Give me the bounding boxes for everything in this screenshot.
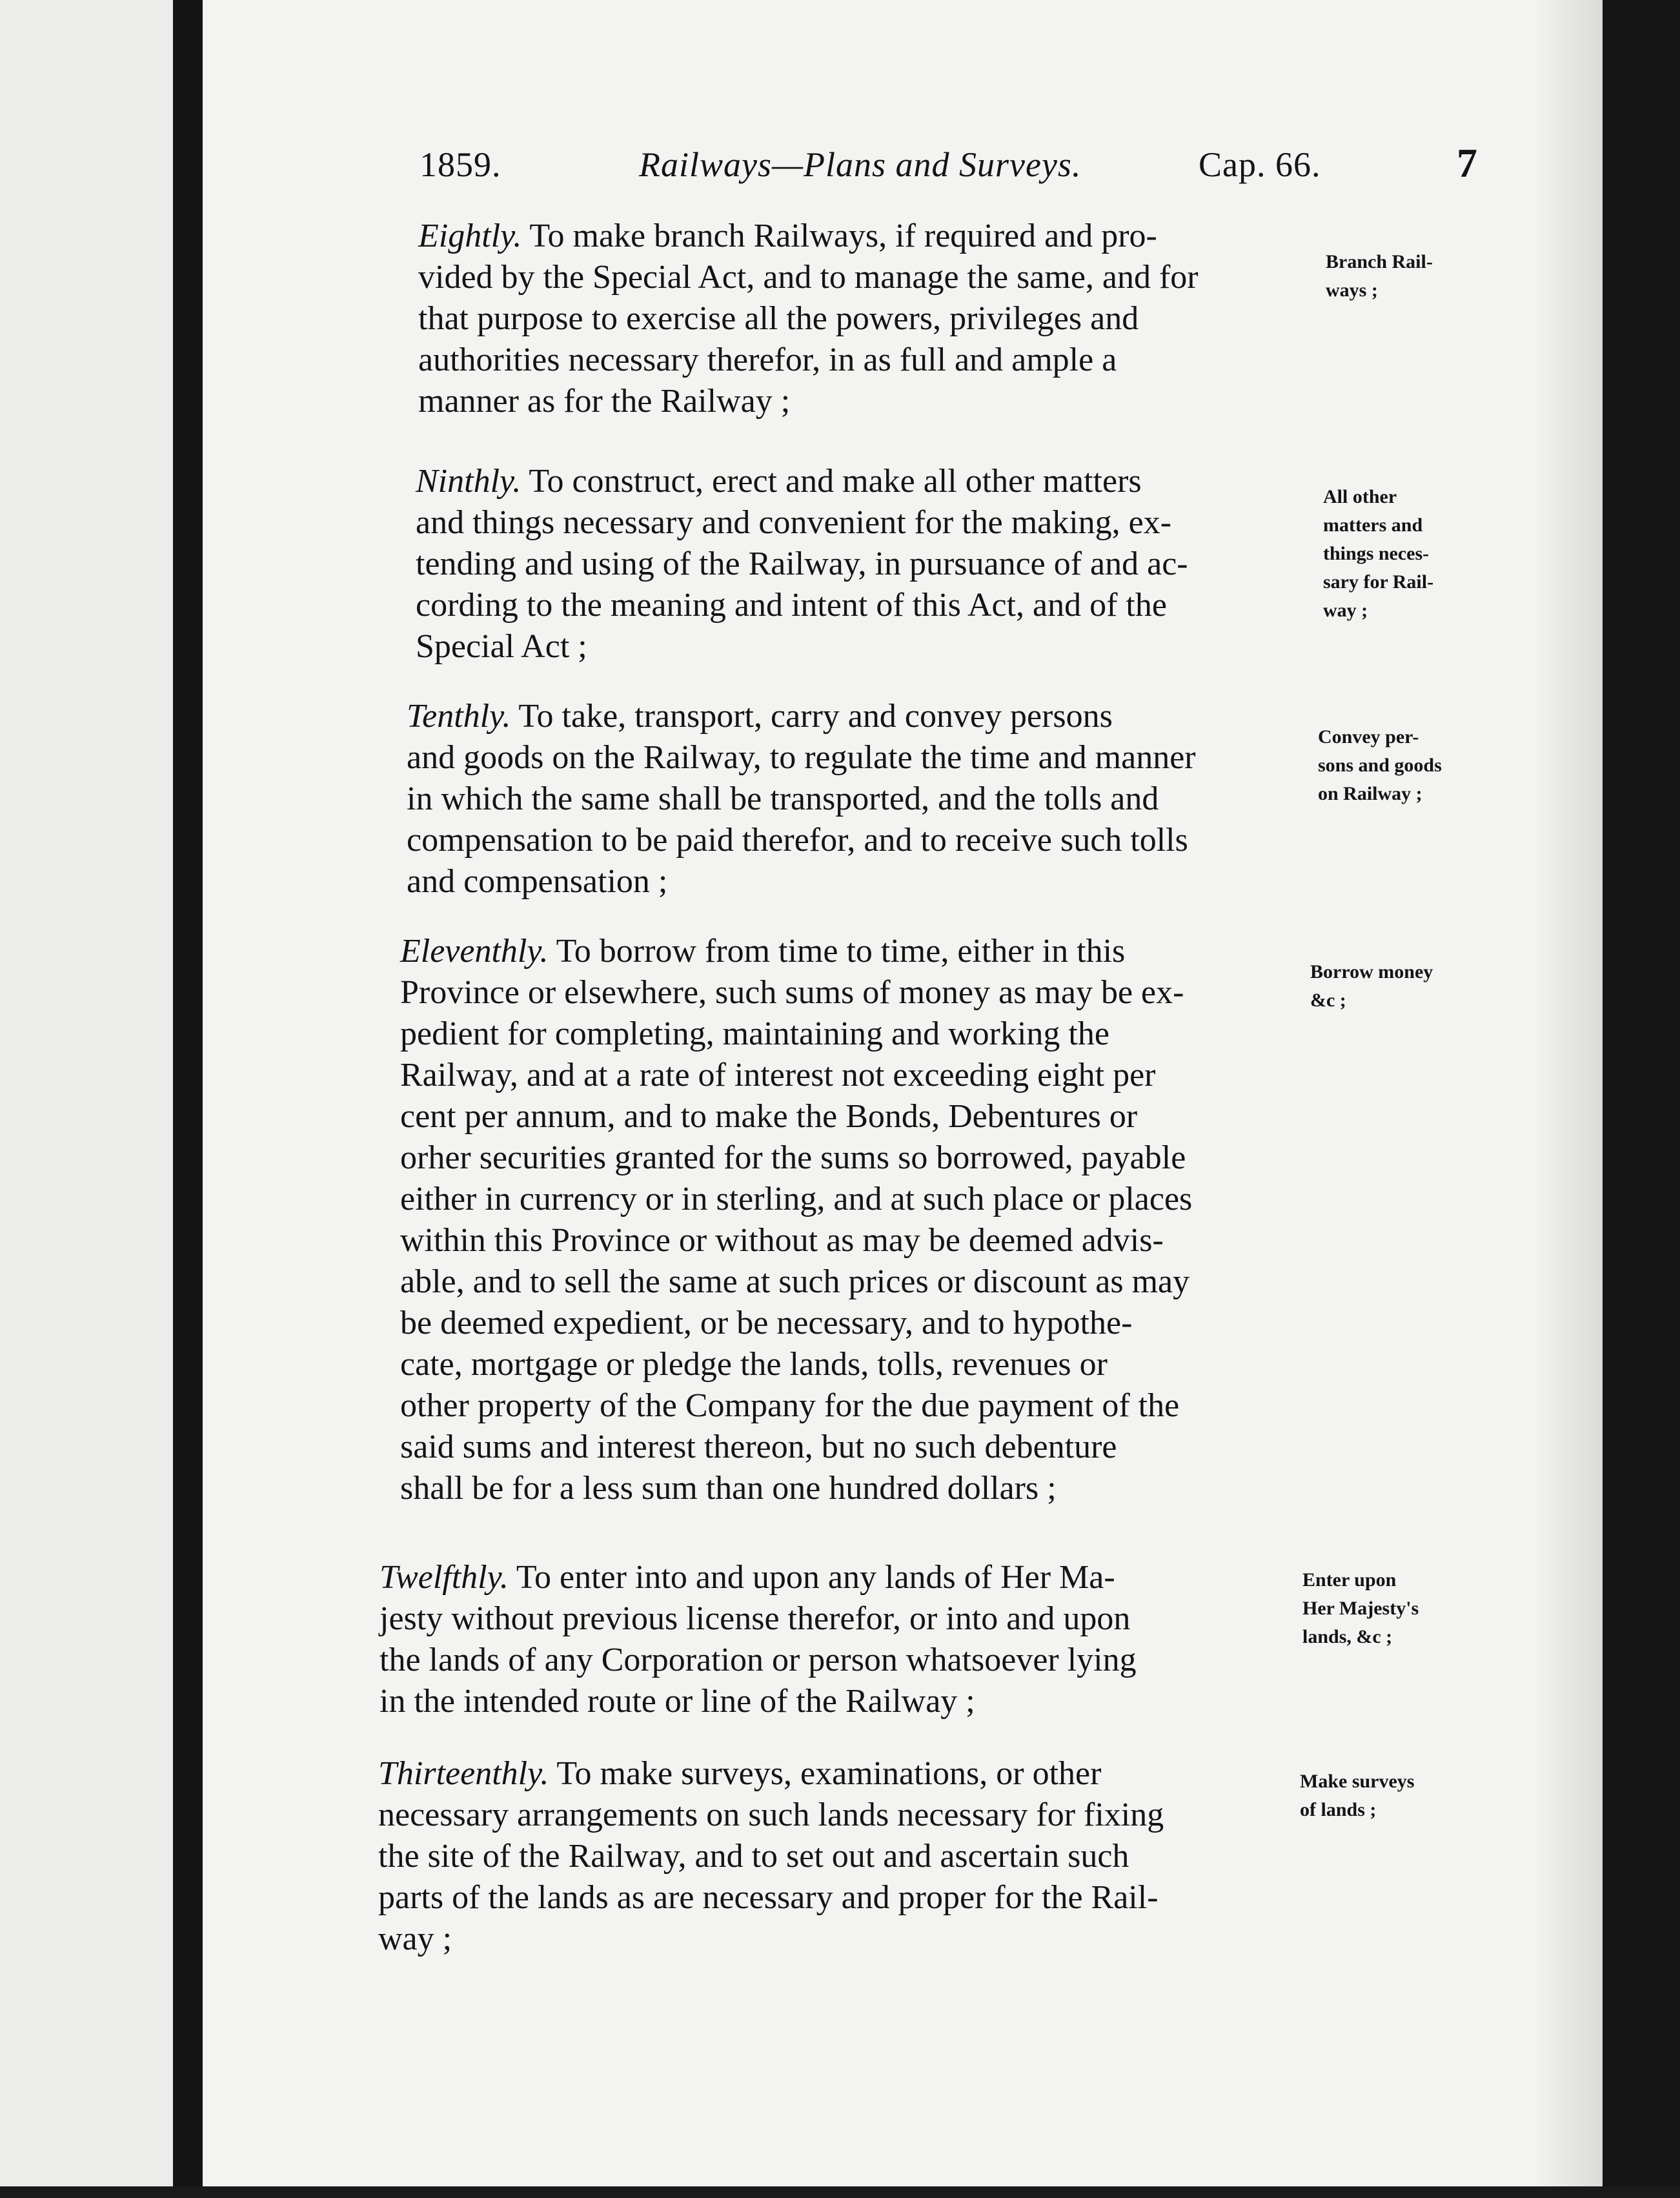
- paragraph-line: said sums and interest thereon, but no such debenture: [400, 1429, 1117, 1465]
- margin-note-line: Convey per-: [1318, 726, 1419, 748]
- paragraph-line: and things necessary and convenient for the making, ex-: [416, 504, 1172, 541]
- margin-note-line: &c ;: [1310, 990, 1346, 1011]
- scan-right-edge: [1603, 0, 1680, 2198]
- margin-note-line: Borrow money: [1310, 961, 1433, 982]
- paragraph-lead: Thirteenthly.: [378, 1755, 549, 1792]
- paragraph-line: that purpose to exercise all the powers, privileges and: [418, 300, 1139, 337]
- paragraph-line: jesty without previous license therefor, or into and upon: [380, 1600, 1131, 1637]
- paragraph-line: Province or elsewhere, such sums of money as may be ex-: [400, 974, 1184, 1011]
- paragraph-line: Special Act ;: [416, 628, 587, 665]
- paragraph-line: either in currency or in sterling, and at such place or places: [400, 1181, 1193, 1217]
- margin-note-other-matters: [1323, 483, 1433, 625]
- margin-note-convey-persons: [1318, 723, 1442, 808]
- margin-note-line: matters and: [1323, 514, 1423, 536]
- paragraph-line: in which the same shall be transported, and the tolls and: [407, 780, 1159, 817]
- margin-note-line: sons and goods: [1318, 755, 1442, 776]
- paragraph-line: manner as for the Railway ;: [418, 383, 791, 420]
- paragraph-line: To borrow from time to time, either in this: [556, 933, 1126, 970]
- margin-note-line: Branch Rail-: [1326, 251, 1433, 272]
- paragraph-line: in the intended route or line of the Railway ;: [380, 1683, 975, 1720]
- header-year: 1859.: [420, 145, 501, 184]
- paragraph-line: pedient for completing, maintaining and working the: [400, 1015, 1109, 1052]
- paragraph-line: orher securities granted for the sums so borrowed, payable: [400, 1139, 1186, 1176]
- paragraph-line: tending and using of the Railway, in pursuance of and ac-: [416, 545, 1188, 582]
- paragraph-lead: Ninthly.: [416, 463, 521, 500]
- paragraph-line: necessary arrangements on such lands necessary for fixing: [378, 1796, 1164, 1833]
- margin-note-line: Enter upon: [1302, 1569, 1397, 1591]
- margin-note-line: All other: [1323, 486, 1397, 507]
- paragraph-line: and compensation ;: [407, 863, 668, 900]
- margin-note-enter-upon-lands: [1302, 1566, 1419, 1651]
- paragraph-line: be deemed expedient, or be necessary, and to hypothe-: [400, 1305, 1133, 1341]
- paragraph-line: other property of the Company for the due payment of the: [400, 1387, 1180, 1424]
- document-page: [203, 0, 1603, 2186]
- paragraph-line: cording to the meaning and intent of this Act, and of the: [416, 587, 1167, 624]
- margin-note-line: Her Majesty's: [1302, 1598, 1419, 1619]
- paragraph-line: To take, transport, carry and convey persons: [518, 698, 1113, 735]
- paragraph-line: within this Province or without as may be deemed advis-: [400, 1222, 1164, 1259]
- paragraph-line: To construct, erect and make all other matters: [529, 463, 1142, 500]
- page-number: 7: [1457, 140, 1478, 186]
- paragraph-line: cent per annum, and to make the Bonds, Debentures or: [400, 1098, 1138, 1135]
- paragraph-line: and goods on the Railway, to regulate the time and manner: [407, 739, 1196, 776]
- paragraph-eightly: [418, 216, 1525, 422]
- margin-note-line: on Railway ;: [1318, 783, 1422, 804]
- paragraph-line: able, and to sell the same at such prices or discount as may: [400, 1263, 1190, 1300]
- scan-binding-edge: [173, 0, 203, 2198]
- paragraph-lead: Twelfthly.: [380, 1559, 509, 1596]
- margin-note-line: of lands ;: [1300, 1799, 1377, 1820]
- paragraph-line: cate, mortgage or pledge the lands, tolls, revenues or: [400, 1346, 1108, 1383]
- margin-note-line: way ;: [1323, 600, 1368, 621]
- margin-note-line: ways ;: [1326, 280, 1378, 301]
- scan-left-margin: [0, 0, 173, 2198]
- margin-note-branch-railways: [1326, 248, 1433, 305]
- paragraph-line: To make surveys, examinations, or other: [556, 1755, 1102, 1792]
- header-chapter: Cap. 66.: [1199, 145, 1321, 184]
- margin-note-make-surveys: [1300, 1767, 1414, 1824]
- margin-note-borrow-money: [1310, 958, 1433, 1015]
- paragraph-line: To enter into and upon any lands of Her Ma-: [516, 1559, 1115, 1596]
- paragraph-line: compensation to be paid therefor, and to receive such tolls: [407, 822, 1188, 859]
- margin-note-line: things neces-: [1323, 543, 1430, 564]
- header-title: Railways—Plans and Surveys.: [639, 145, 1082, 184]
- paragraph-line: shall be for a less sum than one hundred dollars ;: [400, 1470, 1057, 1507]
- margin-note-line: Make surveys: [1300, 1771, 1415, 1792]
- scan-bottom-edge: [0, 2186, 1680, 2198]
- paragraph-line: the lands of any Corporation or person whatsoever lying: [380, 1642, 1137, 1678]
- paragraph-line: way ;: [378, 1920, 452, 1957]
- paragraph-line: the site of the Railway, and to set out and ascertain such: [378, 1838, 1129, 1875]
- paragraph-line: parts of the lands as are necessary and proper for the Rail-: [378, 1879, 1159, 1916]
- margin-note-line: sary for Rail-: [1323, 571, 1434, 593]
- paragraph-line: To make branch Railways, if required and pro-: [529, 218, 1157, 254]
- paragraph-line: Railway, and at a rate of interest not exceeding eight per: [400, 1057, 1156, 1094]
- paragraph-line: authorities necessary therefor, in as full and ample a: [418, 341, 1117, 378]
- margin-note-line: lands, &c ;: [1302, 1626, 1393, 1647]
- paragraph-eleventhly: [400, 931, 1507, 1509]
- paragraph-lead: Eightly.: [418, 218, 522, 254]
- paragraph-lead: Tenthly.: [407, 698, 511, 735]
- paragraph-line: vided by the Special Act, and to manage the same, and for: [418, 259, 1199, 296]
- paragraph-lead: Eleventhly.: [400, 933, 549, 970]
